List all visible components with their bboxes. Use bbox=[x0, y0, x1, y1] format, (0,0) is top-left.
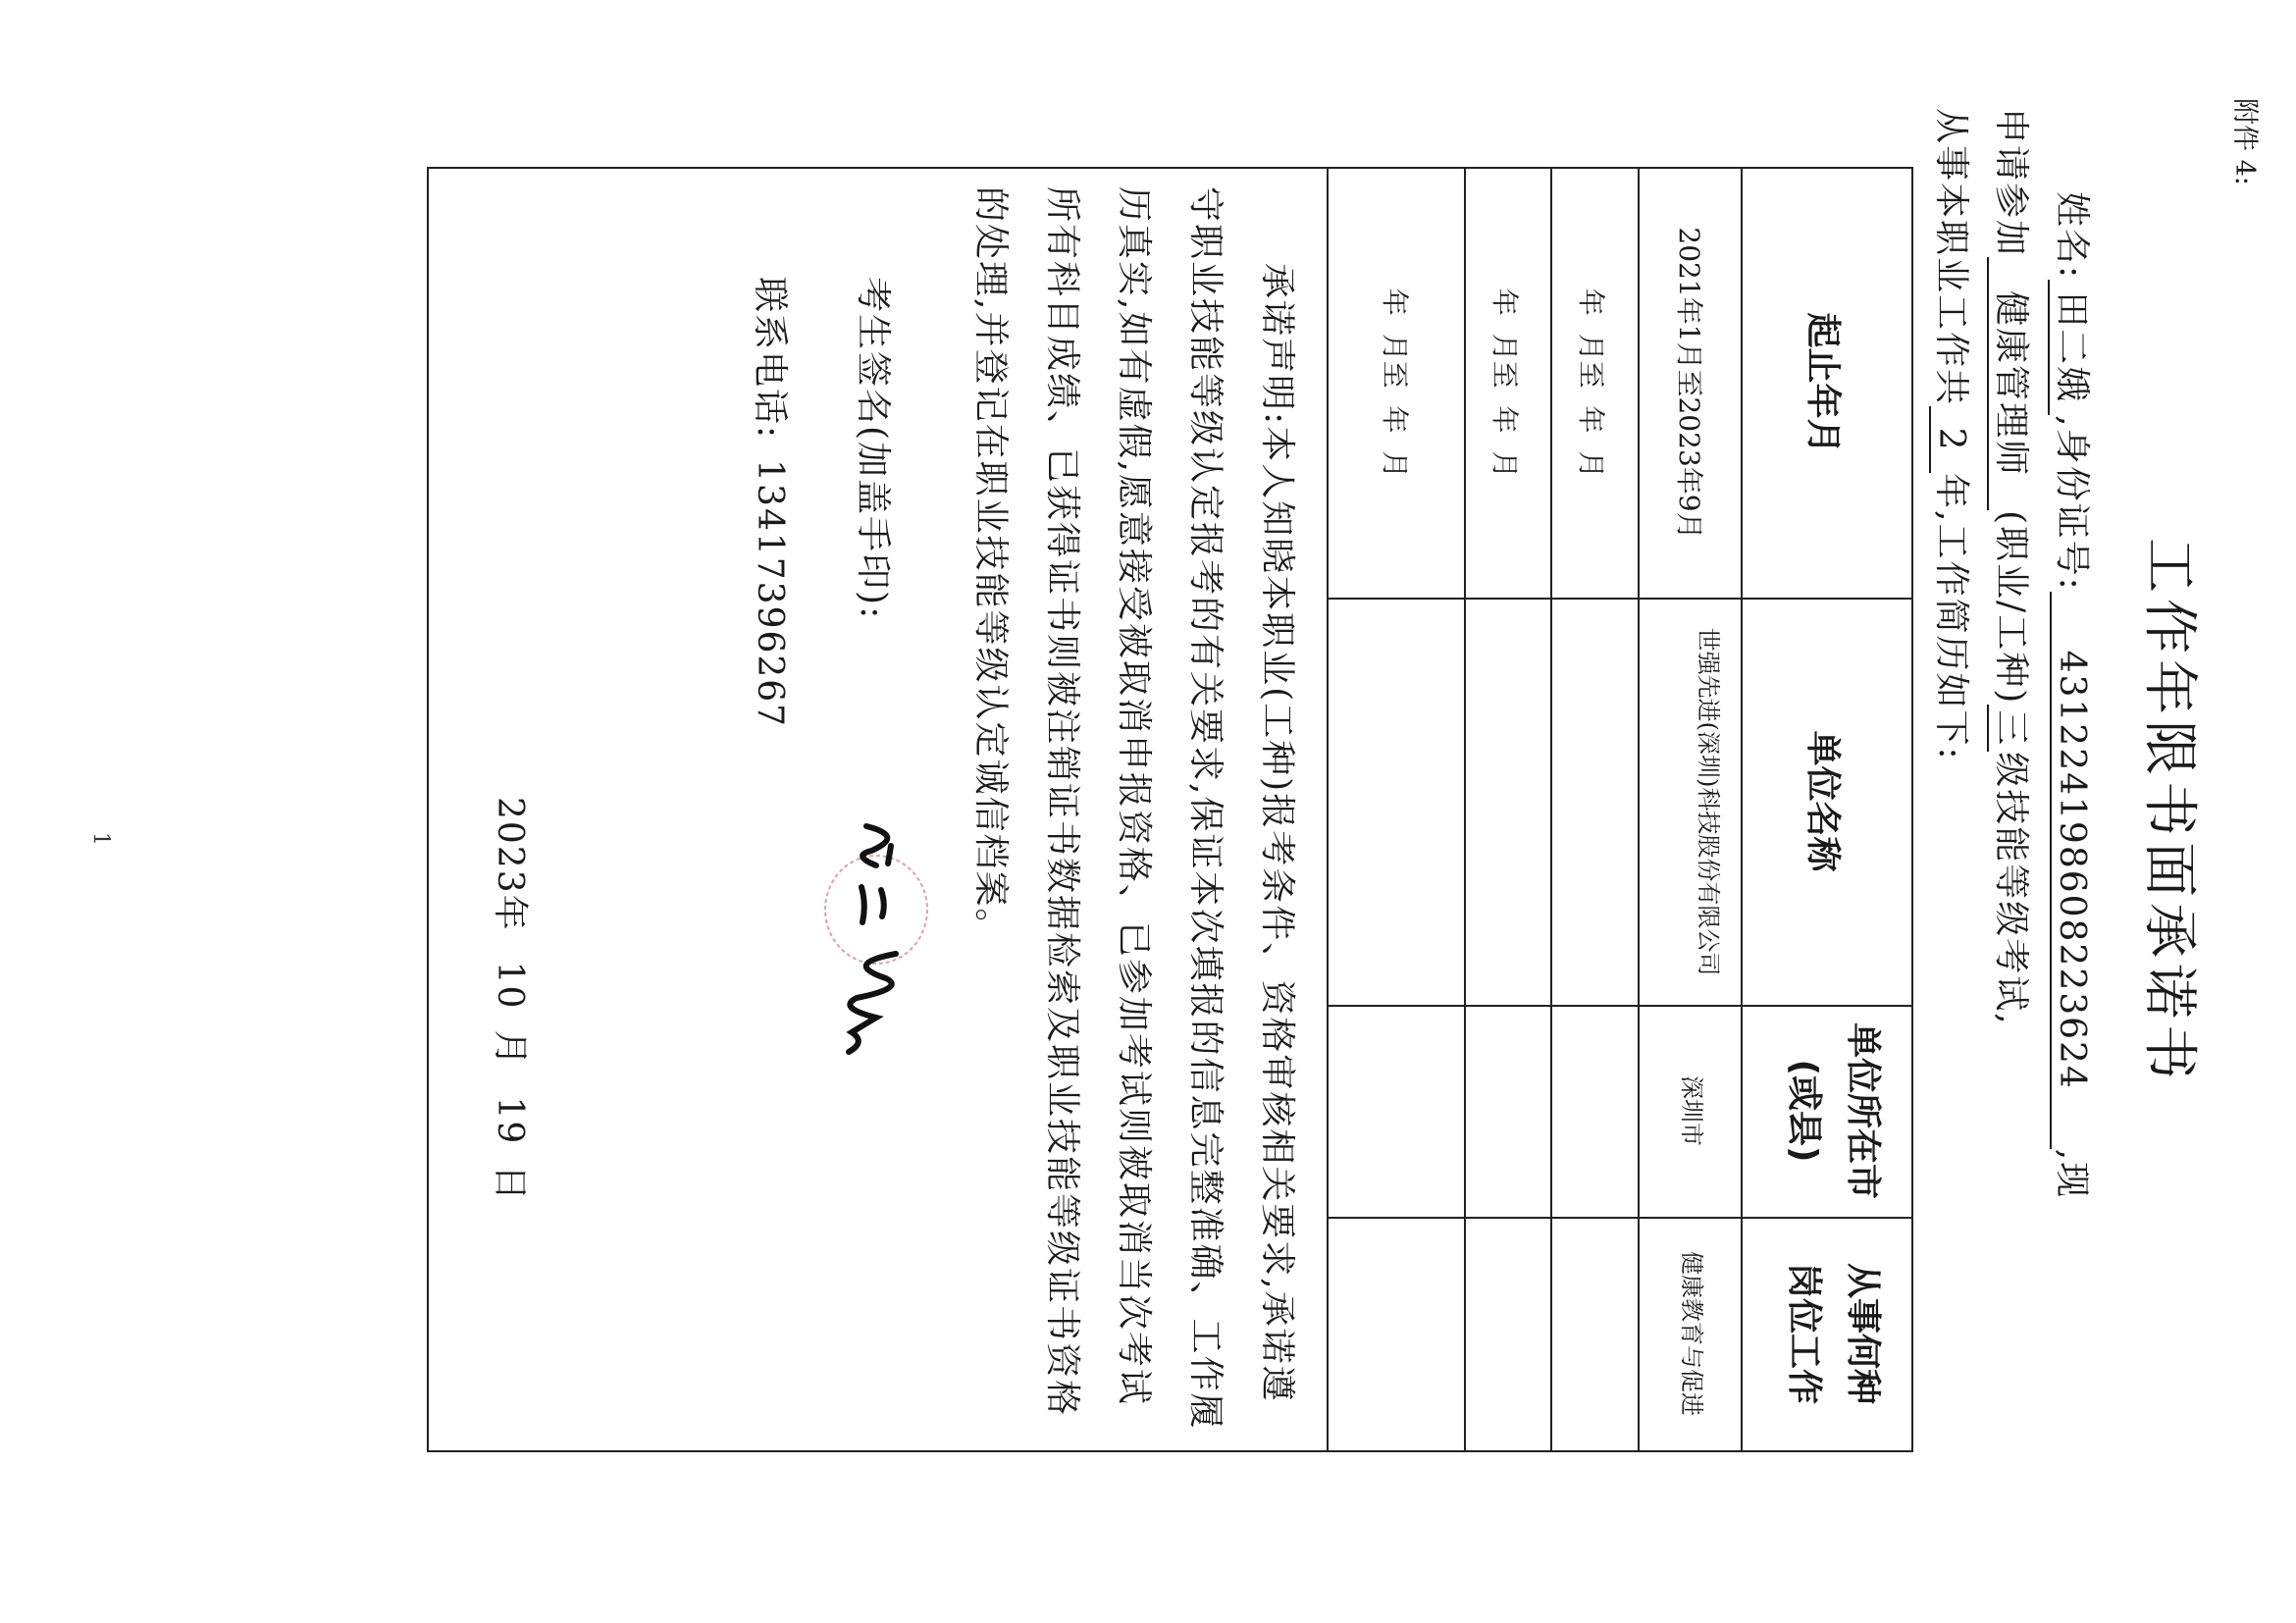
apply-label: 申请参加 bbox=[1991, 108, 2031, 258]
phone-number: 13417396267 bbox=[750, 459, 790, 729]
phone-line bbox=[748, 277, 798, 728]
document-title: 工作年限书面承诺书 bbox=[2137, 538, 2201, 1085]
date-year-unit: 年 bbox=[490, 894, 530, 932]
resume-table bbox=[427, 167, 1913, 1452]
row-divider bbox=[1741, 169, 1743, 1450]
promise-statement: 承诺声明:本人知晓本职业(工种)报考条件、资格审核相关要求,承诺遵守职业技能等级认定报考的有关要求,保证本次填报的信息完整准确、工作履历真实,如有虚假,愿意接受被取消申报资格、已参加考试则被取消当次考试所有科目成绩、已获得证书则被注销证书数据检索及职业技能等级证书资格的处理,并登记在职业技能等级认定诚信档案。 bbox=[970, 186, 1297, 1431]
row1-city: 深圳市 bbox=[1678, 1075, 1705, 1146]
row-divider bbox=[1550, 169, 1552, 1450]
row1-period: 2021年1月至2023年9月 bbox=[1673, 227, 1705, 540]
id-label: ,身份证号: bbox=[2052, 415, 2092, 592]
row-divider bbox=[1464, 169, 1466, 1450]
header-city bbox=[1774, 1005, 1892, 1217]
header-city-line2: (或县) bbox=[1784, 1059, 1824, 1163]
occupation-name: 健康管理师 bbox=[1987, 257, 2039, 510]
header-city-line1: 单位所在市 bbox=[1843, 1021, 1883, 1199]
fingerprint-stamp bbox=[825, 856, 927, 964]
row4-period: 年 月至 年 月 bbox=[1379, 288, 1411, 479]
applicant-name: 田二娥 bbox=[2048, 280, 2100, 415]
date-year: 2023 bbox=[490, 797, 530, 895]
header-period: 起止年月 bbox=[1802, 312, 1843, 454]
skill-level: 三 bbox=[1987, 705, 2039, 752]
declaration-line-2 bbox=[1987, 108, 2039, 1026]
date-month: 10 bbox=[490, 961, 530, 1011]
years-label: 从事本职业工作共 bbox=[1931, 108, 1971, 407]
occupation-note: (职业/工种) bbox=[1991, 510, 2031, 706]
date-day: 19 bbox=[490, 1096, 530, 1146]
line1-tail: ,现 bbox=[2052, 1148, 2092, 1200]
row1-job: 健康教育与促进 bbox=[1678, 1251, 1705, 1416]
header-job-line1: 从事何种 bbox=[1843, 1262, 1883, 1404]
header-job bbox=[1774, 1217, 1892, 1450]
work-years: 2 bbox=[1929, 406, 1971, 473]
declaration-line-1 bbox=[2048, 191, 2100, 1199]
date-day-unit: 日 bbox=[490, 1165, 530, 1203]
row-divider bbox=[1327, 169, 1329, 1450]
row-divider bbox=[1638, 169, 1640, 1450]
id-number: 431224198608223624 bbox=[2050, 592, 2092, 1149]
declaration-line-3 bbox=[1929, 108, 1979, 761]
page-number: 1 bbox=[88, 832, 113, 846]
header-company: 单位名称 bbox=[1802, 730, 1843, 872]
signature-graphic bbox=[798, 807, 945, 1101]
annex-label: 附件 4: bbox=[2229, 98, 2260, 185]
phone-label: 联系电话: bbox=[750, 277, 790, 441]
handwritten-signature bbox=[849, 826, 896, 1052]
name-label: 姓名: bbox=[2052, 191, 2092, 281]
line3-tail: 年,工作简历如下: bbox=[1931, 473, 1971, 761]
row1-company: 世强先进(深圳)科技股份有限公司 bbox=[1695, 627, 1722, 976]
date-month-unit: 月 bbox=[490, 1029, 530, 1068]
signature-line bbox=[851, 277, 901, 620]
header-job-line2: 岗位工作 bbox=[1784, 1262, 1824, 1404]
line2-tail: 级技能等级考试, bbox=[1991, 752, 2031, 1026]
row2-period: 年 月至 年 月 bbox=[1575, 288, 1607, 479]
signature-label: 考生签名(加盖手印): bbox=[853, 277, 893, 621]
date-line bbox=[488, 797, 538, 1202]
row3-period: 年 月至 年 月 bbox=[1488, 288, 1521, 479]
